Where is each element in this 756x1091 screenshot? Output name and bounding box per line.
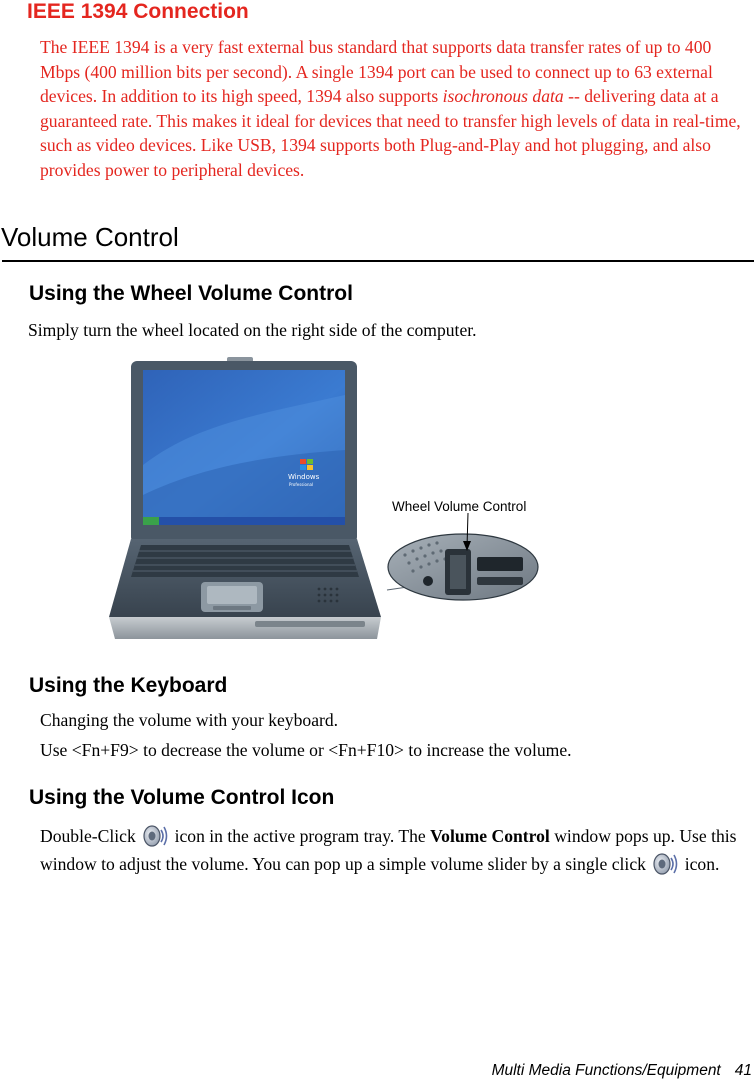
page-footer [492, 1062, 752, 1080]
wheel-heading: Using the Wheel Volume Control [29, 282, 353, 305]
screen-logo-sub: Professional [289, 482, 314, 487]
icon-heading: Using the Volume Control Icon [29, 786, 335, 809]
ieee-heading: IEEE 1394 Connection [27, 0, 249, 23]
icon-para-part-2: icon in the active program tray. The [170, 826, 431, 846]
ieee-paragraph [40, 35, 752, 182]
icon-para-part-1: Double-Click [40, 826, 141, 846]
speaker-icon [140, 822, 170, 850]
section-title: Volume Control [1, 222, 179, 252]
wheel-text: Simply turn the wheel located on the right side of the computer. [28, 320, 477, 340]
ieee-para-emphasis: isochronous data [442, 86, 564, 106]
volume-control-bold: Volume Control [430, 826, 550, 846]
ieee-para-part-1: The IEEE 1394 is a very fast external bus standard that supports data transfer rates of up to 400 Mbps (400 million bits per second). A single 1394 port can be used to connect up to 63 external devices. In addition to its high speed, 1394 also supports [40, 37, 713, 106]
section-divider [2, 260, 754, 262]
wheel-callout-label: Wheel Volume Control [392, 499, 527, 514]
laptop-figure [105, 355, 545, 645]
audio-jack [423, 576, 433, 586]
keyboard [131, 545, 359, 577]
screen-logo: Windows [288, 473, 320, 481]
keyboard-line-2: Use <Fn+F9> to decrease the volume or <Fn+F10> to increase the volume. [40, 740, 572, 760]
keyboard-line-1: Changing the volume with your keyboard. [40, 710, 339, 730]
ieee-para-part-2: -- delivering data at a guaranteed rate. This makes it ideal for devices that need to transfer high levels of data in real-time, such as video devices. Like USB, 1394 supports both Plug-and-Play and hot plugging, and also provides power to peripheral devices. [40, 86, 741, 180]
icon-para-part-3: window pops up. Use this window to adjust the volume. You can pop up a simple volume slider by a single click [40, 826, 737, 874]
page-number: 41 [734, 1062, 752, 1079]
laptop-front-edge [109, 617, 381, 639]
icon-para-part-4: icon. [680, 854, 720, 874]
speaker-icon [650, 850, 680, 878]
footer-chapter: Multi Media Functions/Equipment [491, 1062, 721, 1079]
keyboard-heading: Using the Keyboard [29, 674, 228, 697]
icon-paragraph [40, 822, 754, 878]
